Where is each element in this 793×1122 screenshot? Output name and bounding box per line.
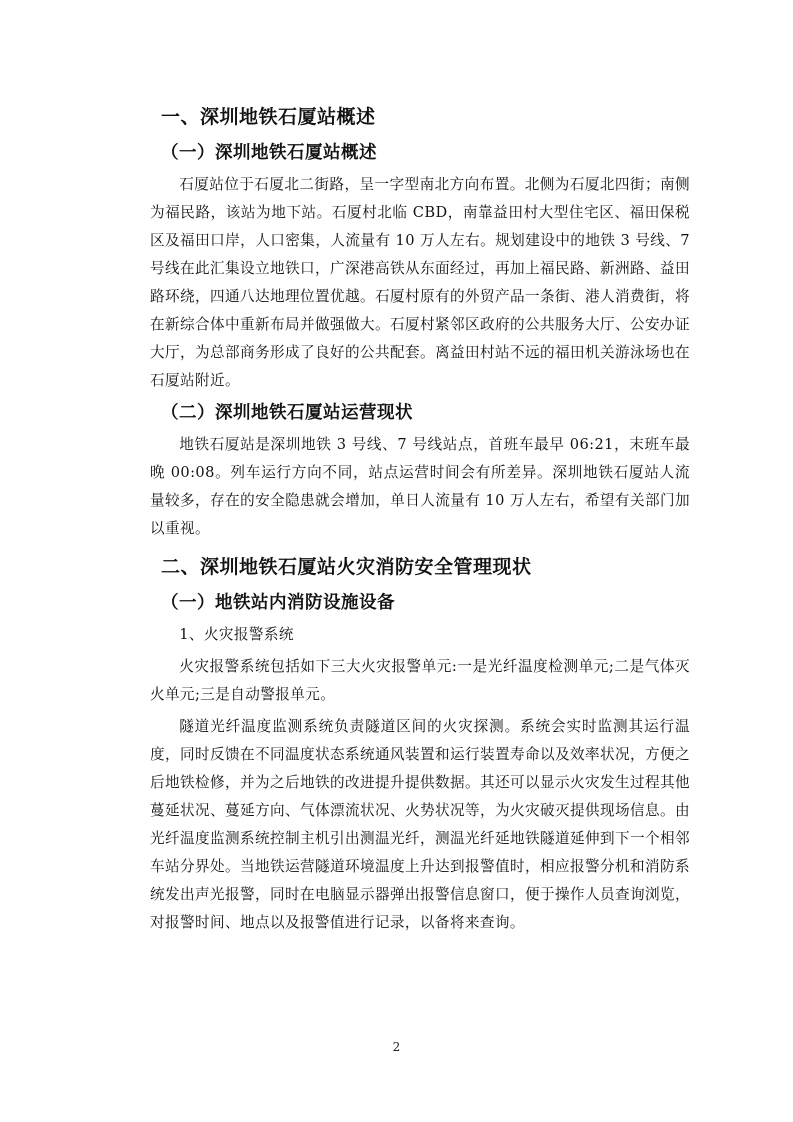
section-1-heading: 一、深圳地铁石厦站概述: [161, 106, 376, 128]
section-1-2-paragraph: 地铁石厦站是深圳地铁 3 号线、7 号线站点，首班车最早 06:21，末班车最晚 00:08。列车运行方向不同，站点运营时间会有所差异。深圳地铁石厦站人流量较多，存在的安全隐患就会增加，单日人流量有 10 万人左右，希望有关部门加以重视。: [150, 436, 690, 537]
section-2-1-paragraph-1: 火灾报警系统包括如下三大火灾报警单元:一是光纤温度检测单元;二是气体灭火单元;三是自动警报单元。: [150, 658, 690, 703]
section-2-heading: 二、深圳地铁石厦站火灾消防安全管理现状: [161, 556, 532, 578]
section-2-1-heading: （一）地铁站内消防设施设备: [161, 593, 395, 613]
section-2-1-item-heading: 1、火灾报警系统: [179, 626, 294, 643]
section-1-1-heading: （一）深圳地铁石厦站概述: [161, 143, 377, 163]
section-1-2-heading: （二）深圳地铁石厦站运营现状: [161, 403, 413, 423]
section-1-1-paragraph: 石厦站位于石厦北二街路，呈一字型南北方向布置。北侧为石厦北四街；南侧为福民路，该站为地下站。石厦村北临 CBD，南靠益田村大型住宅区、福田保税区及福田口岸，人口密集，人流量有 10 万人左右。规划建设中的地铁 3 号线、7 号线在此汇集设立地铁口，广深港高铁从东面经过，再加上福民路、新洲路、益田路环绕，四通八达地理位置优越。石厦村原有的外贸产品一条街、港人消费街，将在新综合体中重新布局并做强做大。石厦村紧邻区政府的公共服务大厅、公安办证大厅，为总部商务形成了良好的公共配套。离益田村站不远的福田机关游泳场也在石厦站附近。: [150, 176, 690, 389]
page-number: 2: [392, 1040, 401, 1054]
section-2-1-paragraph-2: 隧道光纤温度监测系统负责隧道区间的火灾探测。系统会实时监测其运行温度，同时反馈在不同温度状态系统通风装置和运行装置寿命以及效率状况，方便之后地铁检修，并为之后地铁的改进提升提供数据。其还可以显示火灾发生过程其他蔓延状况、蔓延方向、气体漂流状况、火势状况等，为火灾破灭提供现场信息。由光纤温度监测系统控制主机引出测温光纤，测温光纤延地铁隧道延伸到下一个相邻车站分界处。当地铁运营隧道环境温度上升达到报警值时，相应报警分机和消防系统发出声光报警，同时在电脑显示器弹出报警信息窗口，便于操作人员查询浏览，对报警时间、地点以及报警值进行记录，以备将来查询。: [150, 718, 690, 931]
page-content: [150, 103, 690, 941]
